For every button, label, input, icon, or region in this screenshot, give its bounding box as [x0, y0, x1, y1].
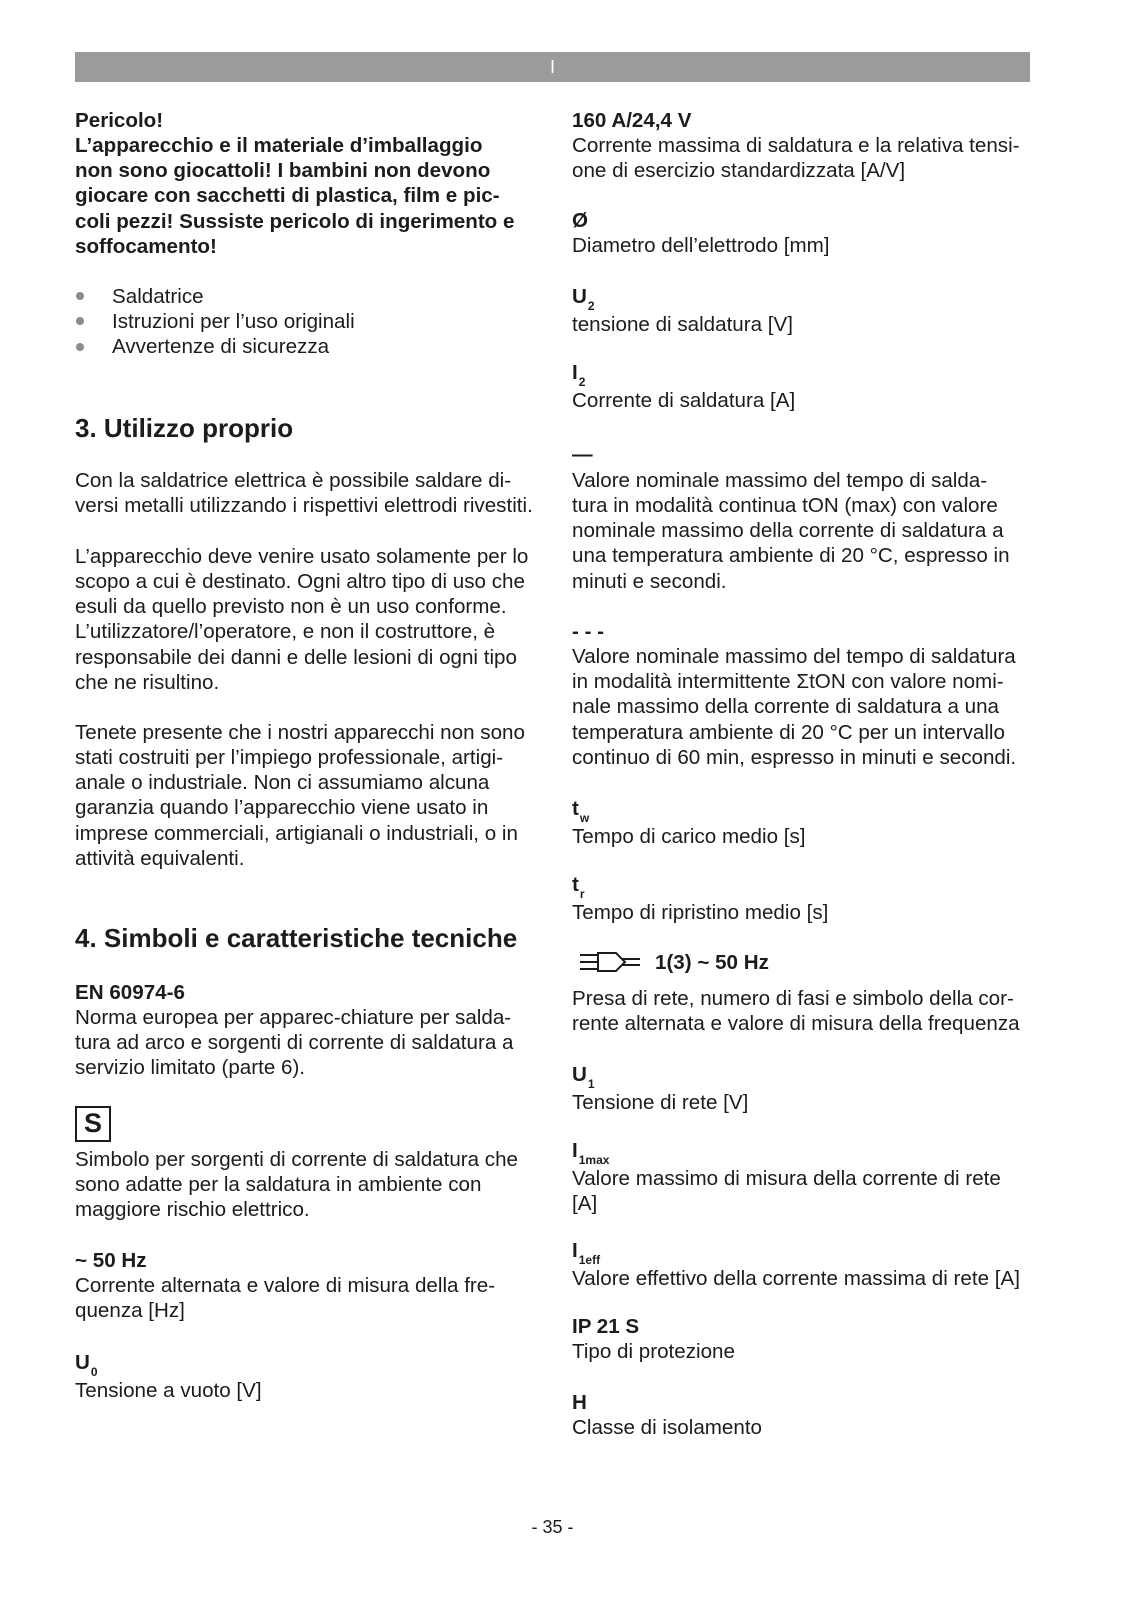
spec-continuous-mode [572, 442, 1010, 594]
symbol-base: I [572, 1138, 578, 1162]
symbol-subscript: 2 [578, 374, 586, 389]
text-line: sono adatte per la saldatura in ambiente con [75, 1172, 482, 1196]
text-line: scopo a cui è destinato. Ogni altro tipo di uso che [75, 569, 525, 593]
text-line: continuo di 60 min, espresso in minuti e secondi. [572, 746, 1017, 770]
spec-description [572, 824, 806, 849]
mains-plug-icon [578, 950, 642, 974]
spec-symbol [572, 796, 806, 824]
text-line: Tempo di ripristino medio [s] [572, 900, 829, 924]
spec-open-circuit-voltage [75, 1350, 262, 1404]
symbol-subscript: 1eff [578, 1252, 601, 1267]
spec-description [572, 644, 1016, 770]
text-line: una temperatura ambiente di 20 °C, espresso in [572, 544, 1010, 568]
text-line: L’utilizzatore/l’operatore, e non il costruttore, è [75, 620, 496, 644]
spec-symbol [572, 1062, 748, 1090]
symbol-subscript: 0 [90, 1364, 98, 1379]
spec-description [572, 468, 1010, 594]
paragraph [75, 720, 525, 872]
spec-electrode-diameter [572, 208, 830, 259]
text-line: Valore nominale massimo del tempo di saldatura [572, 644, 1016, 668]
spec-description [572, 388, 795, 413]
package-contents-list [75, 284, 355, 360]
spec-description [572, 986, 1020, 1037]
spec-standard [75, 980, 513, 1081]
text-line: Presa di rete, numero di fasi e simbolo della cor- [572, 986, 1014, 1010]
dashed-line-symbol: - - - [572, 619, 605, 643]
text-line: che ne risultino. [75, 671, 220, 695]
list-item [75, 309, 355, 334]
continuous-line-symbol: — [572, 443, 593, 467]
text-line: minuti e secondi. [572, 569, 727, 593]
text-line: servizio limitato (parte 6). [75, 1056, 306, 1080]
section-language-label: I [549, 57, 555, 77]
spec-rated-current-voltage [572, 108, 1020, 184]
header-bar [75, 52, 1030, 82]
spec-recovery-time [572, 872, 828, 926]
symbol-base: t [572, 796, 579, 820]
text-line: soffocamento! [75, 235, 217, 259]
text-line: attività equivalenti. [75, 847, 245, 871]
text-line: tensione di saldatura [V] [572, 312, 793, 336]
spec-description [572, 1339, 735, 1364]
list-item-label: Saldatrice [112, 284, 204, 308]
text-line: garanzia quando l’apparecchio viene usato in [75, 796, 489, 820]
spec-description [572, 312, 793, 337]
page-number: - 35 - [531, 1517, 574, 1537]
text-line: Tensione a vuoto [V] [75, 1378, 262, 1402]
symbol-base: U [572, 1062, 587, 1086]
spec-symbol [572, 872, 828, 900]
text-line: L’apparecchio deve venire usato solamente per lo [75, 544, 529, 568]
text-line: esuli da quello previsto non è un uso conforme. [75, 595, 507, 619]
text-line: Tempo di carico medio [s] [572, 824, 806, 848]
text-line: nominale massimo della corrente di saldatura a [572, 519, 1004, 543]
symbol-subscript: 1max [578, 1152, 610, 1167]
text-line: imprese commerciali, artigianali o industriali, o in [75, 821, 518, 845]
text-line: one di esercizio standardizzata [A/V] [572, 159, 906, 183]
spec-symbol [572, 360, 795, 388]
text-line: Tensione di rete [V] [572, 1090, 749, 1114]
list-item [75, 334, 355, 359]
text-line: non sono giocattoli! I bambini non devono [75, 159, 491, 183]
symbol-subscript: 1 [587, 1076, 595, 1091]
spec-protection-type [572, 1314, 735, 1365]
spec-symbol [75, 1350, 262, 1378]
text-line: Classe di isolamento [572, 1415, 763, 1439]
spec-load-time [572, 796, 806, 850]
text-line: Valore effettivo della corrente massima di rete [A] [572, 1266, 1020, 1290]
spec-effective-mains-current [572, 1238, 1020, 1292]
spec-description [75, 1005, 513, 1081]
text-line: Simbolo per sorgenti di corrente di saldatura che [75, 1147, 519, 1171]
text-line: Corrente alternata e valore di misura della fre- [75, 1273, 496, 1297]
symbol-base: U [75, 1350, 90, 1374]
text-line: Tenete presente che i nostri apparecchi non sono [75, 720, 525, 744]
spec-description [75, 1273, 495, 1324]
spec-description [75, 1147, 518, 1223]
text-line: maggiore rischio elettrico. [75, 1198, 310, 1222]
spec-label: EN 60974-6 [75, 980, 185, 1004]
spec-description [572, 1090, 748, 1115]
spec-symbol [572, 284, 793, 312]
list-item-label: Avvertenze di sicurezza [112, 335, 330, 359]
text-line: tura in modalità continua tON (max) con valore [572, 493, 998, 517]
spec-description [572, 133, 1020, 184]
text-line: temperatura ambiente di 20 °C per un intervallo [572, 720, 1005, 744]
spec-description [572, 233, 830, 258]
s-symbol-letter: S [83, 1108, 102, 1138]
symbol-base: U [572, 284, 587, 308]
list-item-label: Istruzioni per l’uso originali [112, 309, 355, 333]
paragraph [75, 544, 528, 696]
symbol-subscript: 2 [587, 298, 595, 313]
s-symbol-icon [75, 1106, 111, 1142]
spec-description [572, 1415, 762, 1440]
list-item [75, 284, 355, 309]
text-line: Norma europea per apparec-chiature per salda- [75, 1005, 512, 1029]
spec-label: IP 21 S [572, 1314, 640, 1338]
spec-label: Ø [572, 208, 589, 232]
text-line: Diametro dell’elettrodo [mm] [572, 233, 830, 257]
symbol-base: I [572, 1238, 578, 1262]
symbol-base: t [572, 872, 579, 896]
spec-mains-voltage [572, 1062, 748, 1116]
spec-intermittent-mode [572, 619, 1016, 771]
text-line: Valore nominale massimo del tempo di salda- [572, 468, 988, 492]
text-line: anale o industriale. Non ci assumiamo alcuna [75, 771, 490, 795]
spec-label: H [572, 1390, 587, 1414]
text-line: [A] [572, 1192, 598, 1216]
spec-label: 160 A/24,4 V [572, 108, 692, 132]
danger-warning [75, 108, 514, 260]
text-line: Con la saldatrice elettrica è possibile saldare di- [75, 468, 512, 492]
text-line: coli pezzi! Sussiste pericolo di ingerimento e [75, 209, 515, 233]
spec-description [572, 1266, 1020, 1291]
text-line: giocare con sacchetti di plastica, film e pic- [75, 184, 500, 208]
text-line: stati costruiti per l’impiego professionale, artigi- [75, 745, 504, 769]
text-line: Corrente di saldatura [A] [572, 388, 796, 412]
text-line: Valore massimo di misura della corrente di rete [572, 1166, 1001, 1190]
spec-symbol [572, 1138, 1001, 1166]
spec-insulation-class [572, 1390, 762, 1441]
symbol-subscript: r [579, 886, 585, 901]
paragraph [75, 468, 533, 519]
spec-description [572, 1166, 1001, 1217]
section-heading: 4. Simboli e caratteristiche tecniche [75, 923, 518, 954]
text-line: tura ad arco e sorgenti di corrente di saldatura a [75, 1031, 514, 1055]
mains-supply-label: 1(3) ~ 50 Hz [655, 950, 769, 974]
spec-label: ~ 50 Hz [75, 1248, 147, 1272]
text-line: responsabile dei danni e delle lesioni di ogni tipo [75, 645, 517, 669]
spec-welding-voltage [572, 284, 793, 338]
text-line: in modalità intermittente ΣtON con valore nomi- [572, 670, 1004, 694]
text-line: versi metalli utilizzando i rispettivi elettrodi rivestiti. [75, 493, 533, 517]
text-line: Corrente massima di saldatura e la relativa tensi- [572, 133, 1020, 157]
spec-welding-current [572, 360, 795, 414]
spec-frequency [75, 1248, 495, 1324]
text-line: nale massimo della corrente di saldatura a una [572, 695, 999, 719]
symbol-subscript: w [579, 810, 590, 825]
spec-max-mains-current [572, 1138, 1001, 1217]
text-line: Tipo di protezione [572, 1339, 735, 1363]
bullet-icon [76, 292, 84, 300]
text-line: rente alternata e valore di misura della frequenza [572, 1011, 1020, 1035]
symbol-base: I [572, 360, 578, 384]
bullet-icon [76, 317, 84, 325]
spec-symbol [572, 1238, 1020, 1266]
spec-description [75, 1378, 262, 1403]
text-line: quenza [Hz] [75, 1299, 185, 1323]
section-heading: 3. Utilizzo proprio [75, 413, 294, 444]
spec-description [572, 900, 828, 925]
text-line: L’apparecchio e il materiale d’imballaggio [75, 133, 483, 157]
bullet-icon [76, 343, 84, 351]
text-line: Pericolo! [75, 108, 164, 132]
